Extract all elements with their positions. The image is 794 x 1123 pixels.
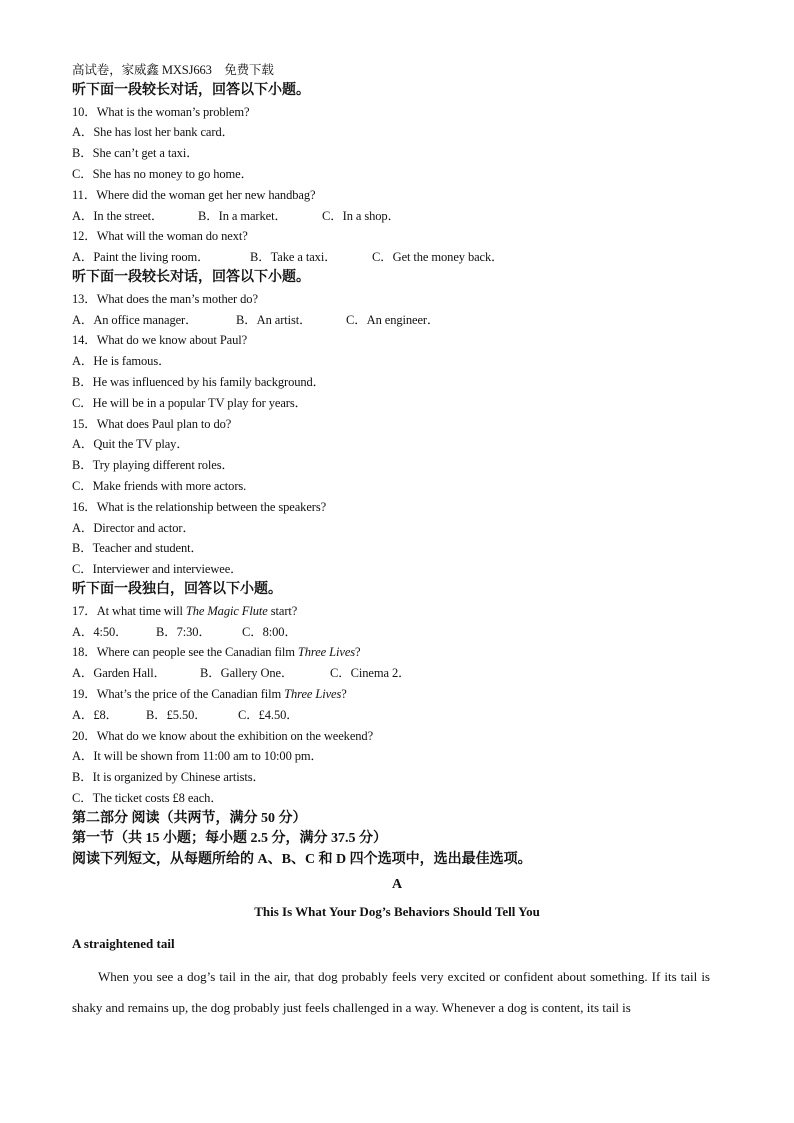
options-18	[72, 663, 722, 684]
option-14c: C．He will be in a popular TV play for years．	[72, 395, 308, 410]
question-19-title: Three Lives	[284, 686, 342, 701]
passage-title: This Is What Your Dog’s Behaviors Should Tell You	[254, 904, 540, 920]
option-13b: B．An artist．	[236, 312, 312, 327]
question-19	[72, 684, 722, 705]
options-13	[72, 310, 722, 331]
option-12a: A．Paint the living room．	[72, 250, 210, 265]
option-10b: B．She can’t get a taxi．	[72, 146, 199, 161]
option-18c: C．Cinema 2．	[330, 666, 411, 681]
question-10: 10．What is the woman’s problem?	[72, 104, 250, 119]
passage-letter: A	[391, 877, 403, 893]
option-13a: A．An office manager．	[72, 312, 198, 327]
reading-instruction: 阅读下列短文，从每题所给的 A、B、C 和 D 四个选项中，选出最佳选项。	[72, 852, 532, 868]
passage-subheading: A straightened tail	[72, 936, 175, 952]
section-heading-3: 听下面一段独白，回答以下小题。	[72, 581, 282, 597]
option-19a: A．£8．	[72, 707, 119, 722]
option-11a: A．In the street．	[72, 208, 164, 223]
option-15a: A．Quit the TV play．	[72, 437, 189, 452]
option-20b: B．It is organized by Chinese artists．	[72, 770, 265, 785]
question-18-end: ?	[355, 645, 361, 660]
passage-paragraph: When you see a dog’s tail in the air, that dog probably feels very excited or confident about something. If its tail is shaky and remains up, the dog probably just feels challenged in a way. Whenever a dog is content, its tail is	[72, 969, 710, 1016]
option-10a: A．She has lost her bank card．	[72, 125, 234, 140]
option-19b: B．£5.50．	[146, 707, 207, 722]
question-13: 13．What does the man’s mother do?	[72, 291, 258, 306]
options-17	[72, 622, 722, 643]
section-heading-1: 听下面一段较长对话，回答以下小题。	[72, 82, 310, 98]
option-17a: A．4:50．	[72, 624, 128, 639]
question-18-title: Three Lives	[297, 645, 356, 660]
part2-heading: 第二部分 阅读（共两节，满分 50 分）	[72, 810, 307, 826]
option-15c: C．Make friends with more actors.	[72, 478, 247, 493]
option-12c: C．Get the money back．	[372, 250, 504, 265]
option-12b: B．Take a taxi．	[250, 250, 337, 265]
question-16: 16．What is the relationship between the speakers?	[72, 499, 327, 514]
option-17c: C．8:00．	[242, 624, 297, 639]
question-11: 11．Where did the woman get her new handbag?	[72, 187, 316, 202]
option-16a: A．Director and actor．	[72, 520, 195, 535]
option-19c: C．£4.50．	[238, 707, 299, 722]
question-12: 12．What will the woman do next?	[72, 229, 248, 244]
options-12	[72, 247, 722, 268]
option-16b: B．Teacher and student．	[72, 541, 203, 556]
question-17-title: The Magic Flute	[185, 603, 268, 618]
question-19-end: ?	[341, 686, 347, 701]
question-17-text: 17．At what time will	[72, 603, 186, 618]
option-11c: C．In a shop．	[322, 208, 400, 223]
option-18b: B．Gallery One．	[200, 666, 294, 681]
question-20: 20．What do we know about the exhibition on the weekend?	[72, 728, 374, 743]
options-11	[72, 206, 722, 227]
question-17	[72, 601, 722, 622]
question-19-text: 19．What’s the price of the Canadian film	[72, 686, 285, 701]
option-10c: C．She has no money to go home．	[72, 166, 254, 181]
option-17b: B．7:30．	[156, 624, 211, 639]
option-15b: B．Try playing different roles．	[72, 458, 234, 473]
options-19	[72, 705, 722, 726]
option-13c: C．An engineer．	[346, 312, 440, 327]
document-body	[72, 60, 722, 1023]
question-14: 14．What do we know about Paul?	[72, 333, 248, 348]
question-15: 15．What does Paul plan to do?	[72, 416, 232, 431]
section-1-heading: 第一节（共 15 小题；每小题 2.5 分，满分 37.5 分）	[72, 831, 387, 847]
question-18-text: 18．Where can people see the Canadian film	[72, 645, 298, 660]
option-20a: A．It will be shown from 11:00 am to 10:00 pm．	[72, 749, 323, 764]
option-16c: C．Interviewer and interviewee．	[72, 562, 243, 577]
header-note: 高试卷，家威鑫 MXSJ663 免费下载	[72, 63, 274, 77]
question-17-end: start?	[267, 603, 298, 618]
section-heading-2: 听下面一段较长对话，回答以下小题。	[72, 269, 310, 285]
option-14b: B．He was influenced by his family background．	[72, 374, 326, 389]
option-20c: C．The ticket costs £8 each．	[72, 790, 223, 805]
option-14a: A．He is famous．	[72, 354, 171, 369]
question-18	[72, 642, 722, 663]
option-11b: B．In a market．	[198, 208, 287, 223]
option-18a: A．Garden Hall．	[72, 666, 167, 681]
